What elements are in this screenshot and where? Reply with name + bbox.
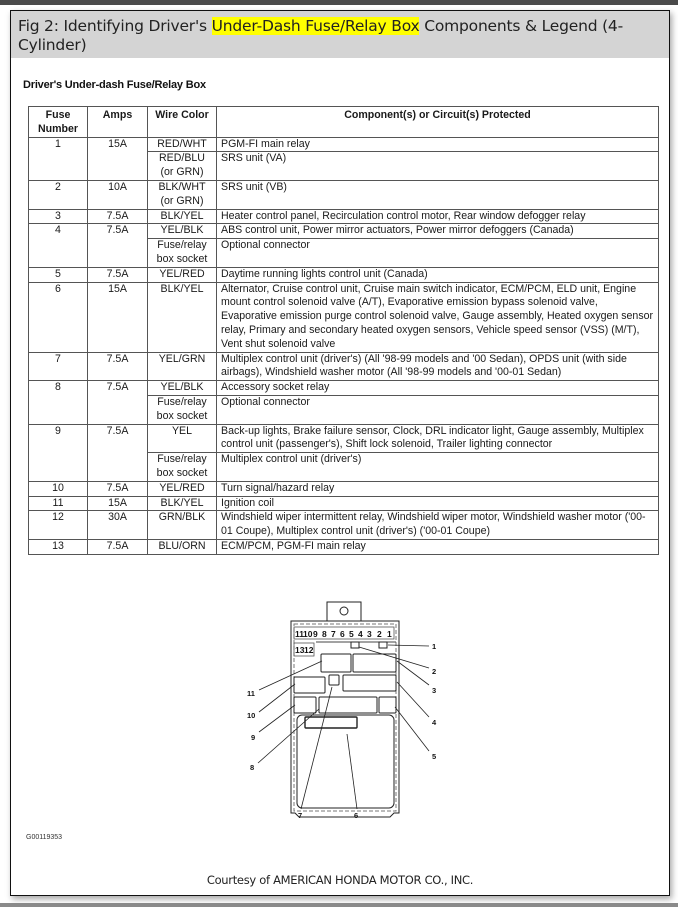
fuse-label: 5 (349, 629, 354, 639)
fuse-label: 12 (304, 645, 314, 655)
component: ECM/PCM, PGM-FI main relay (217, 539, 659, 554)
fuse-label: 11 (295, 629, 304, 639)
fuse-number: 12 (29, 511, 88, 540)
figure-code: G00119353 (26, 834, 63, 841)
component: SRS unit (VB) (217, 180, 659, 209)
socket-4 (343, 675, 396, 691)
wire-color: YEL/RED (148, 267, 217, 282)
wire-color: YEL (148, 424, 217, 453)
component: Turn signal/hazard relay (217, 481, 659, 496)
fuse-amps: 15A (88, 496, 148, 511)
callout-4: 4 (432, 718, 437, 727)
callout-10: 10 (247, 711, 256, 720)
socket-7 (329, 675, 339, 685)
fuse-number: 8 (29, 381, 88, 424)
component: Back-up lights, Brake failure sensor, Clock, DRL indicator light, Gauge assembly, Multiplex control unit (passenger's), Shift lock solenoid, Trailer lighting connector (217, 424, 659, 453)
fuse-label: 3 (367, 629, 372, 639)
wire-color: RED/WHT (148, 137, 217, 152)
socket-10 (294, 677, 325, 693)
fuse-number: 13 (29, 539, 88, 554)
fuse-amps: 7.5A (88, 381, 148, 424)
wire-color: BLK/YEL (148, 496, 217, 511)
callout-2: 2 (432, 667, 437, 676)
component: Optional connector (217, 239, 659, 268)
wire-color: GRN/BLK (148, 511, 217, 540)
component: Daytime running lights control unit (Canada) (217, 267, 659, 282)
fuse-label: 7 (331, 629, 336, 639)
wire-color: YEL/BLK (148, 381, 217, 396)
fuse-label: 9 (313, 629, 318, 639)
fuse-number: 1 (29, 137, 88, 180)
component: PGM-FI main relay (217, 137, 659, 152)
connector-area-6 (297, 715, 394, 808)
callout-5: 5 (432, 752, 437, 761)
fuse-amps: 7.5A (88, 481, 148, 496)
fuse-number: 10 (29, 481, 88, 496)
fuse-label: 8 (322, 629, 327, 639)
mounting-hole-icon (340, 607, 348, 615)
component: Ignition coil (217, 496, 659, 511)
title-prefix: Fig 2: Identifying Driver's (18, 17, 212, 35)
wire-color: YEL/RED (148, 481, 217, 496)
window-top-bar (0, 0, 678, 5)
callout-9: 9 (251, 733, 256, 742)
header-amps: Amps (88, 107, 148, 138)
fuse-amps: 7.5A (88, 209, 148, 224)
fuse-amps: 7.5A (88, 539, 148, 554)
fuse-number: 5 (29, 267, 88, 282)
socket-5 (379, 697, 396, 713)
mounting-tab (327, 602, 361, 621)
fuse-amps: 15A (88, 282, 148, 352)
wire-color: Fuse/relay box socket (148, 239, 217, 268)
fuse-number: 9 (29, 424, 88, 481)
component: Alternator, Cruise control unit, Cruise main switch indicator, ECM/PCM, ELD unit, Engine mount control solenoid valve (A/T), Evaporative emission bypass solenoid valve, Evaporative emission purge control solenoid valve, Gauge assembly, Heated oxygen sensor relay, Primary and secondary heated oxygen sensors, Vehicle speed sensor (VSS) (M/T), Vent shut solenoid valve (217, 282, 659, 352)
component: SRS unit (VA) (217, 152, 659, 181)
wire-color: BLK/WHT (or GRN) (148, 180, 217, 209)
wire-color: BLK/YEL (148, 209, 217, 224)
callout-lines (258, 645, 429, 809)
fuse-amps: 7.5A (88, 224, 148, 267)
table-subtitle: Driver's Under-dash Fuse/Relay Box (23, 79, 206, 91)
callout-numbers (247, 642, 437, 820)
title-suffix: Components & Legend (4-Cylinder) (18, 17, 623, 54)
callout-3: 3 (432, 686, 437, 695)
fuse-amps: 30A (88, 511, 148, 540)
fuse-number: 2 (29, 180, 88, 209)
fuse-number: 11 (29, 496, 88, 511)
fuse-number: 4 (29, 224, 88, 267)
wire-color: YEL/BLK (148, 224, 217, 239)
wire-color: BLK/YEL (148, 282, 217, 352)
fuse-label: 10 (303, 629, 313, 639)
socket-11 (321, 654, 351, 672)
wire-color: BLU/ORN (148, 539, 217, 554)
callout-11: 11 (247, 689, 255, 698)
figure-card (10, 10, 670, 896)
fuse-amps: 7.5A (88, 352, 148, 381)
header-component: Component(s) or Circuit(s) Protected (217, 107, 659, 138)
callout-6: 6 (354, 811, 359, 820)
socket-9 (294, 697, 316, 713)
fuse-number: 6 (29, 282, 88, 352)
wire-color: Fuse/relay box socket (148, 453, 217, 482)
fuse-amps: 7.5A (88, 267, 148, 282)
title-highlight: Under-Dash Fuse/Relay Box (211, 17, 420, 35)
component: Heater control panel, Recirculation control motor, Rear window defogger relay (217, 209, 659, 224)
socket-3 (353, 654, 396, 672)
window-bottom-bar (0, 903, 678, 907)
callout-7: 7 (298, 811, 303, 820)
wire-color: RED/BLU (or GRN) (148, 152, 217, 181)
fuse-number: 3 (29, 209, 88, 224)
fuse-number: 7 (29, 352, 88, 381)
component: Optional connector (217, 395, 659, 424)
component: Windshield wiper intermittent relay, Windshield wiper motor, Windshield washer motor ('00-01 Coupe), Multiplex control unit (driver's) ('00-01 Coupe) (217, 511, 659, 540)
fuse-label: 13 (295, 645, 305, 655)
wire-color: YEL/GRN (148, 352, 217, 381)
fuse-amps: 10A (88, 180, 148, 209)
courtesy-credit: Courtesy of AMERICAN HONDA MOTOR CO., INC. (206, 873, 474, 887)
connector-6 (305, 717, 357, 728)
fuse-box-diagram (11, 11, 669, 895)
fuse-label: 4 (358, 629, 363, 639)
fuse-label: 6 (340, 629, 345, 639)
wire-color: Fuse/relay box socket (148, 395, 217, 424)
fuse-label: 2 (377, 629, 382, 639)
component: ABS control unit, Power mirror actuators, Power mirror defoggers (Canada) (217, 224, 659, 239)
fuse-label: 1 (387, 629, 392, 639)
component: Accessory socket relay (217, 381, 659, 396)
header-fuse-number: Fuse Number (29, 107, 88, 138)
callout-8: 8 (250, 763, 255, 772)
fuse-amps: 7.5A (88, 424, 148, 481)
callout-1: 1 (432, 642, 437, 651)
fuse-amps: 15A (88, 137, 148, 180)
component: Multiplex control unit (driver's) (217, 453, 659, 482)
component: Multiplex control unit (driver's) (All '98-99 models and '00 Sedan), OPDS unit (with side airbags), Windshield washer motor (All '98-99 models and '00-01 Sedan) (217, 352, 659, 381)
header-wire-color: Wire Color (148, 107, 217, 138)
